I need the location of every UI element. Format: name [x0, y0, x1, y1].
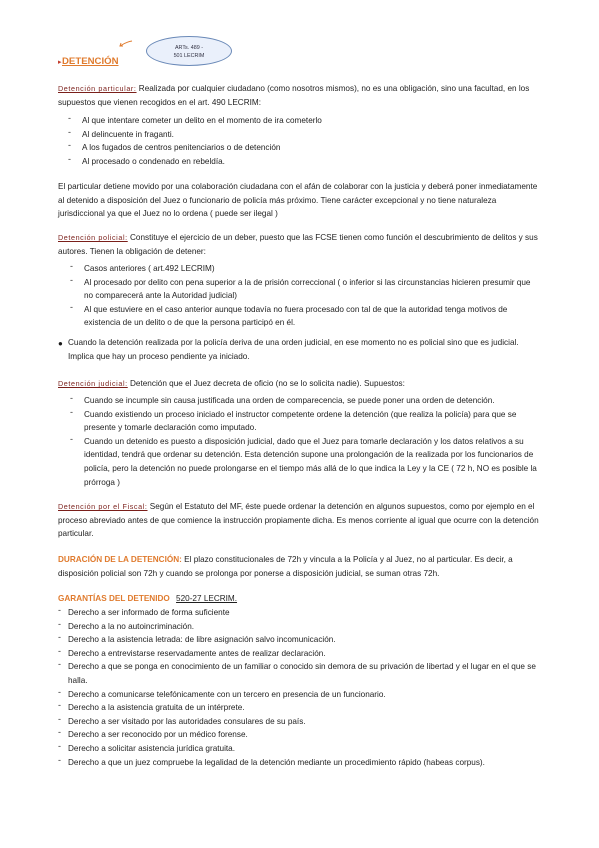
duracion-label: DURACIÓN DE LA DETENCIÓN:	[58, 555, 182, 564]
list-item: ‐ Derecho a ser visitado por las autoridades consulares de su país.	[58, 715, 540, 729]
list-item: ‐ Derecho a comunicarse telefónicamente con un tercero en presencia de un funcionario.	[58, 688, 540, 702]
particular-list	[58, 114, 540, 168]
list-item: ‐ Al que intentare cometer un delito en el momento de ira cometerlo	[58, 114, 540, 128]
particular-label: Detención particular:	[58, 84, 137, 93]
list-item: ‐ Cuando existiendo un proceso iniciado el instructor competente ordene la detención (que realiza la policía) para que se presente y tomarle declaración como imputado.	[58, 408, 540, 435]
list-item: ‐ Al delincuente in fraganti.	[58, 128, 540, 142]
particular-intro-text: Realizada por cualquier ciudadano (como nosotros mismos), no es una obligación, sino una facultad, en los supuestos que vienen recogidos en el art. 490 LECRIM:	[58, 84, 530, 107]
list-item: ‐ Cuando un detenido es puesto a disposición judicial, dado que el Juez para tomarle declaración y los datos relativos a su identidad, tendrá que ordenar su detención. Esta detención supone una prolongación de la realizada por los funcionarios de policía, pero la detención no puede prolongarse en el tiempo más allá de lo que indica la Ley y la CE ( 72 h, NO es posible la prórroga )	[58, 435, 540, 489]
list-item: ‐ Al que estuviere en el caso anterior aunque todavía no fuera procesado con tal de que la autoridad tenga motivos de existencia de un delito o de que la persona participó en él.	[58, 303, 540, 330]
list-item: ‐ Derecho a la asistencia letrada: de libre asignación salvo incomunicación.	[58, 633, 540, 647]
list-item: ‐ Al procesado o condenado en rebeldía.	[58, 155, 540, 169]
list-item: ‐ Casos anteriores ( art.492 LECRIM)	[58, 262, 540, 276]
duracion-text: El plazo constitucionales de 72h y vincula a la Policía y al Juez, no al particular. Es decir, a disposición policial son 72h y cuando se prolonga por ponerse a disposición judicial, se suman otras 72h.	[58, 555, 513, 578]
list-item: ‐ Derecho a que se ponga en conocimiento de un familiar o conocido sin demora de su privación de libertad y el lugar en el que se halla.	[58, 660, 540, 687]
badge-line-2: 501 LECRIM	[173, 53, 205, 59]
duracion-paragraph	[58, 553, 540, 580]
policial-note: Cuando la detención realizada por la policía deriva de una orden judicial, en ese momento no es policial sino que es judicial. Implica que hay un proceso pendiente ya iniciado.	[68, 338, 519, 361]
policial-intro	[58, 231, 540, 258]
particular-intro	[58, 82, 540, 109]
title-bullet-icon: ▸	[58, 59, 62, 66]
garantias-heading	[58, 592, 540, 606]
list-item: ‐ Cuando se incumple sin causa justificada una orden de comparecencia, se puede poner una orden de detención.	[58, 394, 540, 408]
list-item: ‐ Al procesado por delito con pena superior a la de prisión correccional ( o inferior si las circunstancias hicieren presumir que no comparecerá ante la Autoridad judicial)	[58, 276, 540, 303]
fiscal-label: Detención por el Fiscal:	[58, 502, 148, 511]
list-item: ‐ Derecho a ser reconocido por un médico forense.	[58, 728, 540, 742]
fiscal-paragraph	[58, 500, 540, 541]
list-item: ‐ Derecho a ser informado de forma suficiente	[58, 606, 540, 620]
article-badge	[146, 36, 232, 66]
garantias-label: GARANTÍAS DEL DETENIDO	[58, 594, 170, 603]
list-item: ‐ Derecho a entrevistarse reservadamente antes de realizar declaración.	[58, 647, 540, 661]
list-item: ‐ A los fugados de centros penitenciarios o de detención	[58, 141, 540, 155]
list-item: ‐ Derecho a que un juez compruebe la legalidad de la detención mediante un procedimiento rápido (habeas corpus).	[58, 756, 540, 770]
policial-intro-text: Constituye el ejercicio de un deber, puesto que las FCSE tienen como función el descubrimiento de delitos y sus autores. Tienen la obligación de detener:	[58, 233, 538, 256]
fiscal-text: Según el Estatuto del MF, éste puede ordenar la detención en algunos supuestos, como por ejemplo en el proceso abreviado antes de que comience la instrucción propiamente dicha. Es menos corriente al igual que ocurre con la detención particular.	[58, 502, 539, 539]
garantias-ref: 520-27 LECRIM.	[176, 594, 238, 603]
judicial-intro	[58, 377, 540, 391]
list-item: ‐ Derecho a la asistencia gratuita de un intérprete.	[58, 701, 540, 715]
judicial-intro-text: Detención que el Juez decreta de oficio (no se lo solicita nadie). Supuestos:	[127, 379, 405, 388]
judicial-label: Detención judicial:	[58, 379, 128, 388]
badge-line-1: ARTs. 489 -	[174, 45, 204, 51]
judicial-list	[58, 394, 540, 489]
list-item: ‐ Derecho a la no autoincriminación.	[58, 620, 540, 634]
policial-list	[58, 262, 540, 330]
policial-label: Detención policial:	[58, 233, 128, 242]
particular-note: El particular detiene movido por una colaboración ciudadana con el afán de colaborar con la justicia y deberá poner inmediatamente al detenido a disposición del Juez o funcionario de policía más próximo. Tiene carácter excepcional y no tiene naturaleza jurisdiccional ya que el Juez no lo ordena ( puede ser ilegal )	[58, 182, 538, 219]
list-item: ‐ Derecho a solicitar asistencia jurídica gratuita.	[58, 742, 540, 756]
bullet-icon: ●	[58, 339, 63, 348]
curved-arrow-icon	[118, 38, 140, 48]
garantias-list	[58, 606, 540, 769]
page-title: DETENCIÓN	[62, 56, 119, 67]
